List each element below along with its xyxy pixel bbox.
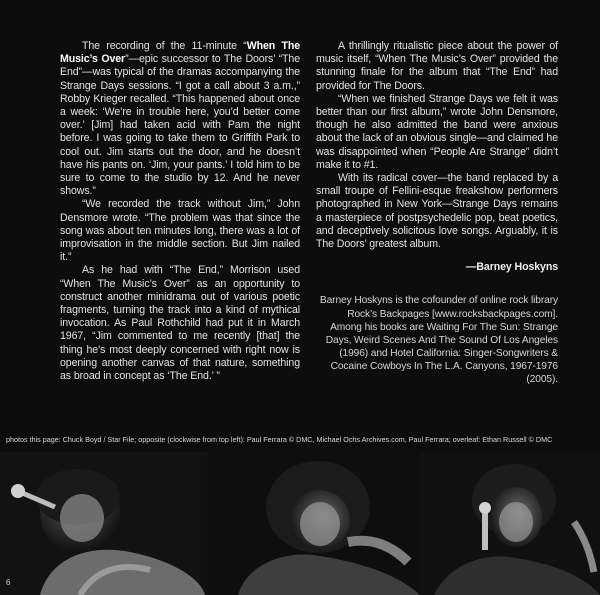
- left-paragraph-1: [60, 40, 300, 198]
- singer-microphone-photo-icon: [424, 452, 600, 595]
- page-number: 6: [6, 578, 11, 587]
- left-paragraph-3: As he had with “The End,” Morrison used “When The Music’s Over” as an opportunity to construct another minidrama out of various poetic fragments, turning the track into a kind of mythical invocation. As Paul Rothchild had put it in March 1967, “Jim commented to me recently [that] the thing he’s most deeply concerned with right now is opening another canvas of that nature, something as broad in concept as ‘The End.’ ”: [60, 264, 300, 383]
- left-paragraph-2: “We recorded the track without Jim,” John Densmore wrote. “The problem was that since the song was about ten minutes long, there was a lot of improvisation in the middle section. But Jim nailed it.”: [60, 198, 300, 264]
- right-paragraph-2: “When we finished Strange Days we felt it was better than our first album,” wrote John Densmore, though he also admitted the band were anxious about the lack of an obvious single—and claimed he was disappointed when “People Are Strange” didn’t make it to #1.: [316, 92, 558, 171]
- right-paragraph-1: A thrillingly ritualistic piece about the power of music itself, “When The Music’s Over” provided the stunning finale for the album that “The End” had provided for The Doors.: [316, 40, 558, 92]
- author-bio: Barney Hoskyns is the cofounder of online rock library Rock’s Backpages [www.rocksbackpages.com]. Among his books are Waiting For The Sun: Strange Days, Weird Scenes And The Sound Of Los Angeles (1996) and Hotel California: Singer-Songwriters & Cocaine Cowboys In The L.A. Canyons, 1967-1976 (2005).: [319, 295, 558, 386]
- song-title: When The Music’s Over: [60, 40, 301, 66]
- photo-singer-microphone-right: [424, 452, 600, 595]
- photo-singer-microphone-left: [0, 452, 205, 595]
- left-text-column: [60, 40, 300, 383]
- photo-credits: photos this page: Chuck Boyd / Star File; opposite (clockwise from top left): Paul Ferrara © DMC, Michael Ochs Archives.com, Paul Ferrara; overleaf: Ethan Russell © DMC: [6, 435, 553, 444]
- right-paragraph-3: With its radical cover—the band replaced by a small troupe of Fellini-esque freakshow performers photographed in New York—Strange Days remains a masterpiece of postpsychedelic pop, beat poetics, and deceptively solicitous love songs. Arguably, it is The Doors’ greatest album.: [316, 172, 558, 251]
- right-text-column: [316, 40, 558, 386]
- p1-lead: The recording of the 11-minute “: [82, 40, 247, 52]
- p1-rest: ”—epic successor to The Doors’ “The End”—was typical of the dramas accompanying the Strange Days sessions. “I got a call about 3 a.m.,” Robby Krieger recalled. “This happened about once a week: ‘We’re in trouble here, you’d better come over.’ [Jim] had taken acid with Pam the night before. I was going to take them to Griffith Park to cool out. Jim starts out the door, and he doesn’t have his pants on. ‘Jim, your pants.’ I told him to be sure to come to the studio by 12. And he never shows.”: [60, 53, 301, 198]
- photo-singer-center: [208, 452, 420, 595]
- singer-closeup-photo-icon: [208, 452, 420, 595]
- photo-strip: [0, 452, 600, 595]
- singer-microphone-photo-icon: [0, 452, 205, 595]
- author-signature: —Barney Hoskyns: [465, 261, 558, 274]
